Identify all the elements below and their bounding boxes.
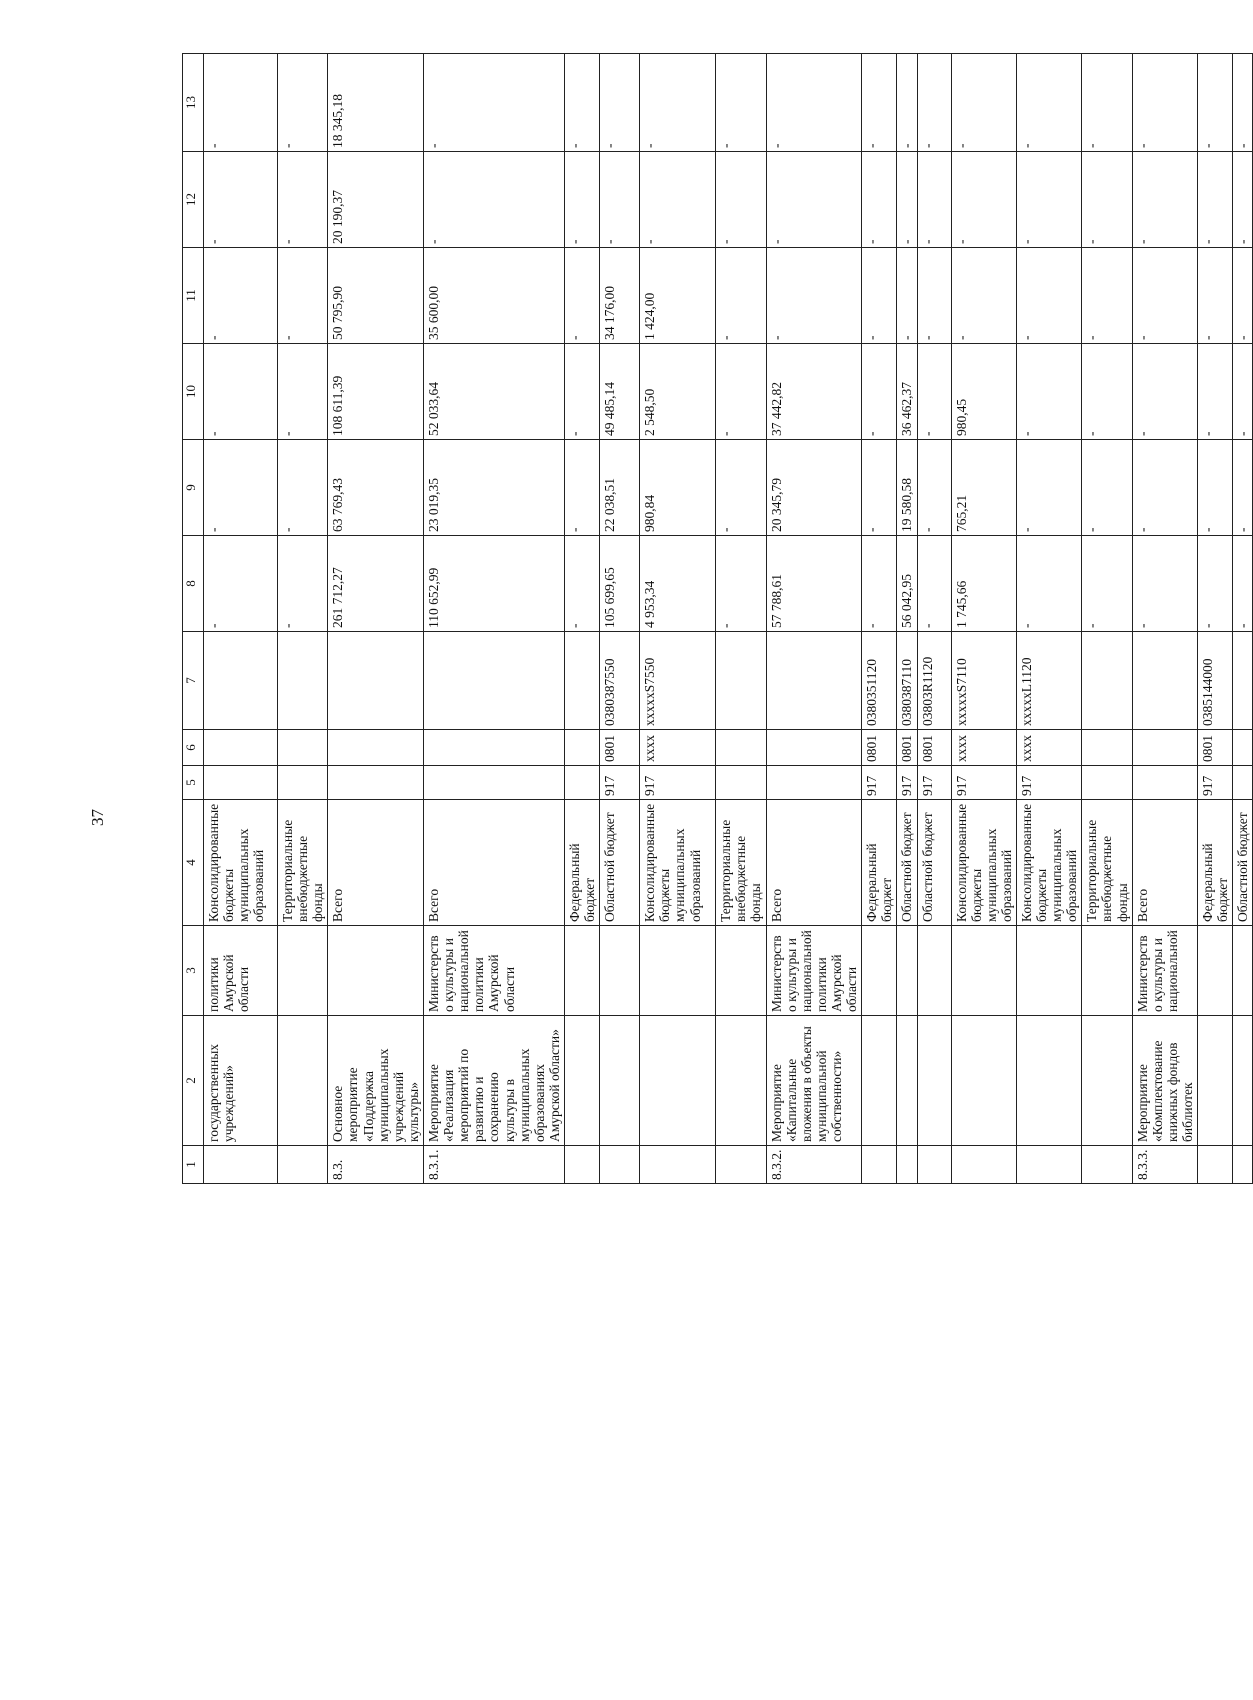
table-row — [328, 54, 424, 1184]
table-cell: Территориальные внебюджетные фонды — [1082, 800, 1132, 926]
table-cell: Территориальные внебюджетные фонды — [278, 800, 328, 926]
page-number: 37 — [88, 809, 107, 826]
table-cell — [278, 1016, 328, 1146]
table-cell — [278, 730, 328, 766]
table-cell: 917 — [862, 766, 897, 800]
table-cell: - — [716, 440, 766, 536]
table-cell: 917 — [640, 766, 716, 800]
table-cell: 03803R1120 — [917, 632, 951, 730]
table-cell — [328, 730, 424, 766]
table-cell: Всего — [1132, 800, 1197, 926]
table-row — [716, 54, 766, 1184]
table-cell — [1016, 926, 1081, 1016]
table-row — [423, 54, 564, 1184]
table-cell: Мероприятие «Реализация мероприятий по развитию и сохранению культуры в муниципальных образованиях Амурской области» — [423, 1016, 564, 1146]
table-cell: - — [204, 536, 278, 632]
table-cell: 0801 — [862, 730, 897, 766]
table-row — [1082, 54, 1132, 1184]
table-cell: 8.3. — [328, 1146, 424, 1184]
table-cell: Всего — [328, 800, 424, 926]
table-cell — [204, 1146, 278, 1184]
table-cell: - — [564, 344, 599, 440]
table-cell: политики Амурской области — [204, 926, 278, 1016]
table-cell: - — [716, 54, 766, 152]
table-cell: - — [1233, 248, 1253, 344]
table-cell: Министерство культуры и национальной — [1132, 926, 1197, 1016]
table-cell — [1132, 632, 1197, 730]
table-cell — [716, 730, 766, 766]
table-cell: Мероприятие «Комплектование книжных фондов библиотек — [1132, 1016, 1197, 1146]
table-cell — [1198, 926, 1233, 1016]
table-cell — [600, 1016, 640, 1146]
table-cell: 917 — [1016, 766, 1081, 800]
table-cell: 63 769,43 — [328, 440, 424, 536]
table-cell: - — [278, 54, 328, 152]
table-cell: - — [564, 440, 599, 536]
table-cell: 0801 — [897, 730, 917, 766]
table-cell: - — [716, 536, 766, 632]
table-row — [1016, 54, 1081, 1184]
table-cell: - — [278, 536, 328, 632]
table-cell: - — [204, 344, 278, 440]
table-cell — [278, 766, 328, 800]
table-cell: - — [862, 536, 897, 632]
table-cell — [564, 766, 599, 800]
table-cell: - — [862, 440, 897, 536]
table-cell: - — [423, 152, 564, 248]
table-cell: Федеральный бюджет — [564, 800, 599, 926]
table-cell: - — [766, 248, 862, 344]
column-header: 6 — [183, 730, 204, 766]
table-cell: - — [564, 54, 599, 152]
table-cell: Всего — [423, 800, 564, 926]
table-cell: 0380387550 — [600, 632, 640, 730]
table-cell: - — [862, 344, 897, 440]
table-cell: 20 345,79 — [766, 440, 862, 536]
table-cell: xxxx — [640, 730, 716, 766]
table-cell: - — [716, 344, 766, 440]
table-cell: 52 033,64 — [423, 344, 564, 440]
table-cell: 917 — [917, 766, 951, 800]
table-row — [862, 54, 897, 1184]
table-cell — [564, 632, 599, 730]
table-cell: - — [1132, 248, 1197, 344]
table-cell: - — [1132, 536, 1197, 632]
table-cell — [1233, 766, 1253, 800]
table-cell — [897, 1146, 917, 1184]
table-cell: 0380387110 — [897, 632, 917, 730]
table-cell: Министерство культуры и национальной политики Амурской области — [766, 926, 862, 1016]
table-cell: - — [204, 152, 278, 248]
table-cell — [1082, 632, 1132, 730]
budget-table — [182, 53, 1253, 1184]
table-cell — [1198, 1146, 1233, 1184]
table-cell: - — [600, 152, 640, 248]
table-cell: 110 652,99 — [423, 536, 564, 632]
table-cell: 36 462,37 — [897, 344, 917, 440]
table-cell: 0380351120 — [862, 632, 897, 730]
table-cell: - — [564, 248, 599, 344]
table-cell: - — [1198, 54, 1233, 152]
table-row — [951, 54, 1016, 1184]
table-cell: - — [1082, 248, 1132, 344]
table-cell: - — [716, 152, 766, 248]
table-cell — [564, 1146, 599, 1184]
column-header: 13 — [183, 54, 204, 152]
table-row — [917, 54, 951, 1184]
column-header: 3 — [183, 926, 204, 1016]
table-cell — [328, 632, 424, 730]
table-cell — [1233, 632, 1253, 730]
table-cell: 917 — [951, 766, 1016, 800]
table-cell — [1233, 1016, 1253, 1146]
table-cell — [278, 1146, 328, 1184]
table-cell: - — [204, 440, 278, 536]
table-cell: - — [1198, 536, 1233, 632]
table-cell: 57 788,61 — [766, 536, 862, 632]
table-cell: 50 795,90 — [328, 248, 424, 344]
table-cell — [204, 632, 278, 730]
table-cell — [917, 926, 951, 1016]
table-cell: - — [897, 248, 917, 344]
table-cell — [278, 632, 328, 730]
table-cell: - — [640, 54, 716, 152]
table-cell: - — [917, 440, 951, 536]
table-cell: 4 953,34 — [640, 536, 716, 632]
table-cell: Федеральный бюджет — [1198, 800, 1233, 926]
table-body — [183, 54, 1253, 1184]
table-cell: - — [204, 54, 278, 152]
table-cell: 37 442,82 — [766, 344, 862, 440]
table-cell: - — [1132, 152, 1197, 248]
table-cell: Территориальные внебюджетные фонды — [716, 800, 766, 926]
table-row — [1233, 54, 1253, 1184]
table-cell: - — [1233, 344, 1253, 440]
table-cell: - — [278, 152, 328, 248]
table-cell: - — [1233, 54, 1253, 152]
column-header: 4 — [183, 800, 204, 926]
table-cell: 18 345,18 — [328, 54, 424, 152]
table-cell: - — [1016, 536, 1081, 632]
table-cell: 20 190,37 — [328, 152, 424, 248]
table-cell: xxxx — [951, 730, 1016, 766]
table-cell: 23 019,35 — [423, 440, 564, 536]
table-cell: Основное мероприятие «Поддержка муниципальных учреждений культуры» — [328, 1016, 424, 1146]
table-cell: - — [1082, 440, 1132, 536]
table-cell: Мероприятие «Капитальные вложения в объекты муниципальной собственности» — [766, 1016, 862, 1146]
table-cell — [423, 730, 564, 766]
table-cell: - — [1016, 152, 1081, 248]
table-cell: - — [1082, 152, 1132, 248]
table-cell — [917, 1016, 951, 1146]
table-cell — [1233, 926, 1253, 1016]
table-cell: Министерство культуры и национальной политики Амурской области — [423, 926, 564, 1016]
table-cell: - — [897, 54, 917, 152]
table-cell: - — [204, 248, 278, 344]
table-cell: - — [1016, 248, 1081, 344]
table-cell: - — [640, 152, 716, 248]
table-cell: 19 580,58 — [897, 440, 917, 536]
table-row — [204, 54, 278, 1184]
table-cell: 8.3.1. — [423, 1146, 564, 1184]
table-cell — [328, 766, 424, 800]
table-cell: Областной бюджет — [897, 800, 917, 926]
column-header: 8 — [183, 536, 204, 632]
table-row — [1132, 54, 1197, 1184]
table-cell — [1233, 730, 1253, 766]
table-cell — [862, 1016, 897, 1146]
table-cell: Консолидированные бюджеты муниципальных образований — [1016, 800, 1081, 926]
table-cell — [917, 1146, 951, 1184]
table-cell: - — [278, 440, 328, 536]
table-cell: Консолидированные бюджеты муниципальных образований — [951, 800, 1016, 926]
table-cell: Всего — [766, 800, 862, 926]
table-cell: - — [917, 152, 951, 248]
table-cell: - — [862, 54, 897, 152]
table-cell: - — [1233, 536, 1253, 632]
table-cell — [640, 1016, 716, 1146]
column-header: 1 — [183, 1146, 204, 1184]
table-cell: - — [1016, 54, 1081, 152]
table-cell — [1198, 1016, 1233, 1146]
table-cell — [951, 1146, 1016, 1184]
table-cell: 108 611,39 — [328, 344, 424, 440]
table-cell — [423, 632, 564, 730]
table-cell: - — [564, 152, 599, 248]
table-cell: 8.3.3. — [1132, 1146, 1197, 1184]
table-cell: - — [1082, 536, 1132, 632]
table-cell — [862, 1146, 897, 1184]
table-cell: - — [600, 54, 640, 152]
table-cell: xxxx — [1016, 730, 1081, 766]
table-cell — [897, 926, 917, 1016]
table-cell — [716, 632, 766, 730]
table-cell: 0385144000 — [1198, 632, 1233, 730]
table-cell — [716, 766, 766, 800]
table-cell: 56 042,95 — [897, 536, 917, 632]
table-cell — [640, 926, 716, 1016]
table-cell: - — [917, 248, 951, 344]
table-cell — [1016, 1016, 1081, 1146]
table-cell: - — [951, 248, 1016, 344]
table-cell — [1082, 730, 1132, 766]
table-cell: Областной бюджет — [600, 800, 640, 926]
table-cell: 35 600,00 — [423, 248, 564, 344]
table-cell: - — [1132, 440, 1197, 536]
table-cell: 261 712,27 — [328, 536, 424, 632]
table-cell — [204, 766, 278, 800]
table-cell: - — [278, 248, 328, 344]
table-cell — [564, 1016, 599, 1146]
table-cell — [328, 926, 424, 1016]
table-cell — [564, 730, 599, 766]
table-cell — [278, 926, 328, 1016]
table-cell: 0801 — [1198, 730, 1233, 766]
table-cell: - — [1198, 344, 1233, 440]
table-cell: - — [917, 536, 951, 632]
table-row — [766, 54, 862, 1184]
table-row — [564, 54, 599, 1184]
column-header: 12 — [183, 152, 204, 248]
table-row — [1198, 54, 1233, 1184]
table-cell: - — [897, 152, 917, 248]
column-header: 2 — [183, 1016, 204, 1146]
table-cell: Федеральный бюджет — [862, 800, 897, 926]
table-cell: - — [862, 248, 897, 344]
table-cell: - — [564, 536, 599, 632]
table-cell: 105 699,65 — [600, 536, 640, 632]
table-cell — [951, 1016, 1016, 1146]
table-cell — [1082, 1016, 1132, 1146]
table-cell: 34 176,00 — [600, 248, 640, 344]
table-cell — [1082, 766, 1132, 800]
column-header: 10 — [183, 344, 204, 440]
table-cell: 1 745,66 — [951, 536, 1016, 632]
table-cell: 980,84 — [640, 440, 716, 536]
table-cell — [897, 1016, 917, 1146]
table-row — [640, 54, 716, 1184]
table-cell — [716, 926, 766, 1016]
table-cell: - — [917, 344, 951, 440]
table-cell — [640, 1146, 716, 1184]
table-cell: - — [1233, 440, 1253, 536]
header-row — [183, 54, 204, 1184]
table-cell: 765,21 — [951, 440, 1016, 536]
table-cell — [1082, 1146, 1132, 1184]
table-row — [897, 54, 917, 1184]
table-cell: 2 548,50 — [640, 344, 716, 440]
table-cell: - — [862, 152, 897, 248]
table-cell: - — [1082, 54, 1132, 152]
table-cell: - — [278, 344, 328, 440]
table-cell: Консолидированные бюджеты муниципальных образований — [204, 800, 278, 926]
table-cell: 8.3.2. — [766, 1146, 862, 1184]
column-header: 5 — [183, 766, 204, 800]
table-cell: Консолидированные бюджеты муниципальных образований — [640, 800, 716, 926]
table-cell: xxxxxS7110 — [951, 632, 1016, 730]
table-cell — [564, 926, 599, 1016]
table-cell: 917 — [897, 766, 917, 800]
table-cell: - — [1198, 152, 1233, 248]
table-cell — [862, 926, 897, 1016]
table-cell: - — [1233, 152, 1253, 248]
table-cell: Областной бюджет — [917, 800, 951, 926]
table-cell: xxxxxL1120 — [1016, 632, 1081, 730]
table-cell: - — [766, 152, 862, 248]
table-cell: - — [1016, 344, 1081, 440]
table-cell — [1233, 1146, 1253, 1184]
table-cell: - — [1132, 54, 1197, 152]
table-cell: - — [1132, 344, 1197, 440]
table-cell — [1016, 1146, 1081, 1184]
table-cell — [204, 730, 278, 766]
column-header: 7 — [183, 632, 204, 730]
table-cell: 1 424,00 — [640, 248, 716, 344]
table-cell: 49 485,14 — [600, 344, 640, 440]
table-cell: - — [1198, 248, 1233, 344]
table-cell — [716, 1146, 766, 1184]
table-cell: 980,45 — [951, 344, 1016, 440]
table-cell — [600, 1146, 640, 1184]
table-cell: xxxxxS7550 — [640, 632, 716, 730]
table-cell — [766, 766, 862, 800]
table-cell — [600, 926, 640, 1016]
table-cell: Областной бюджет — [1233, 800, 1253, 926]
table-cell: 917 — [600, 766, 640, 800]
table-cell: 917 — [1198, 766, 1233, 800]
table-cell — [1132, 766, 1197, 800]
table-cell — [423, 766, 564, 800]
column-header: 9 — [183, 440, 204, 536]
budget-table-wrapper — [182, 54, 1251, 1184]
table-cell: 0801 — [600, 730, 640, 766]
table-cell — [1132, 730, 1197, 766]
column-header: 11 — [183, 248, 204, 344]
table-cell: - — [951, 152, 1016, 248]
table-cell: 0801 — [917, 730, 951, 766]
table-cell: государственных учреждений» — [204, 1016, 278, 1146]
table-cell — [766, 632, 862, 730]
table-cell: - — [1198, 440, 1233, 536]
table-cell: - — [1082, 344, 1132, 440]
table-row — [600, 54, 640, 1184]
table-cell: - — [716, 248, 766, 344]
table-cell — [951, 926, 1016, 1016]
table-cell: - — [423, 54, 564, 152]
table-cell — [716, 1016, 766, 1146]
table-cell — [1082, 926, 1132, 1016]
table-cell: - — [1016, 440, 1081, 536]
table-cell — [766, 730, 862, 766]
table-cell: 22 038,51 — [600, 440, 640, 536]
table-cell: - — [917, 54, 951, 152]
table-cell: - — [951, 54, 1016, 152]
table-cell: - — [766, 54, 862, 152]
table-row — [278, 54, 328, 1184]
